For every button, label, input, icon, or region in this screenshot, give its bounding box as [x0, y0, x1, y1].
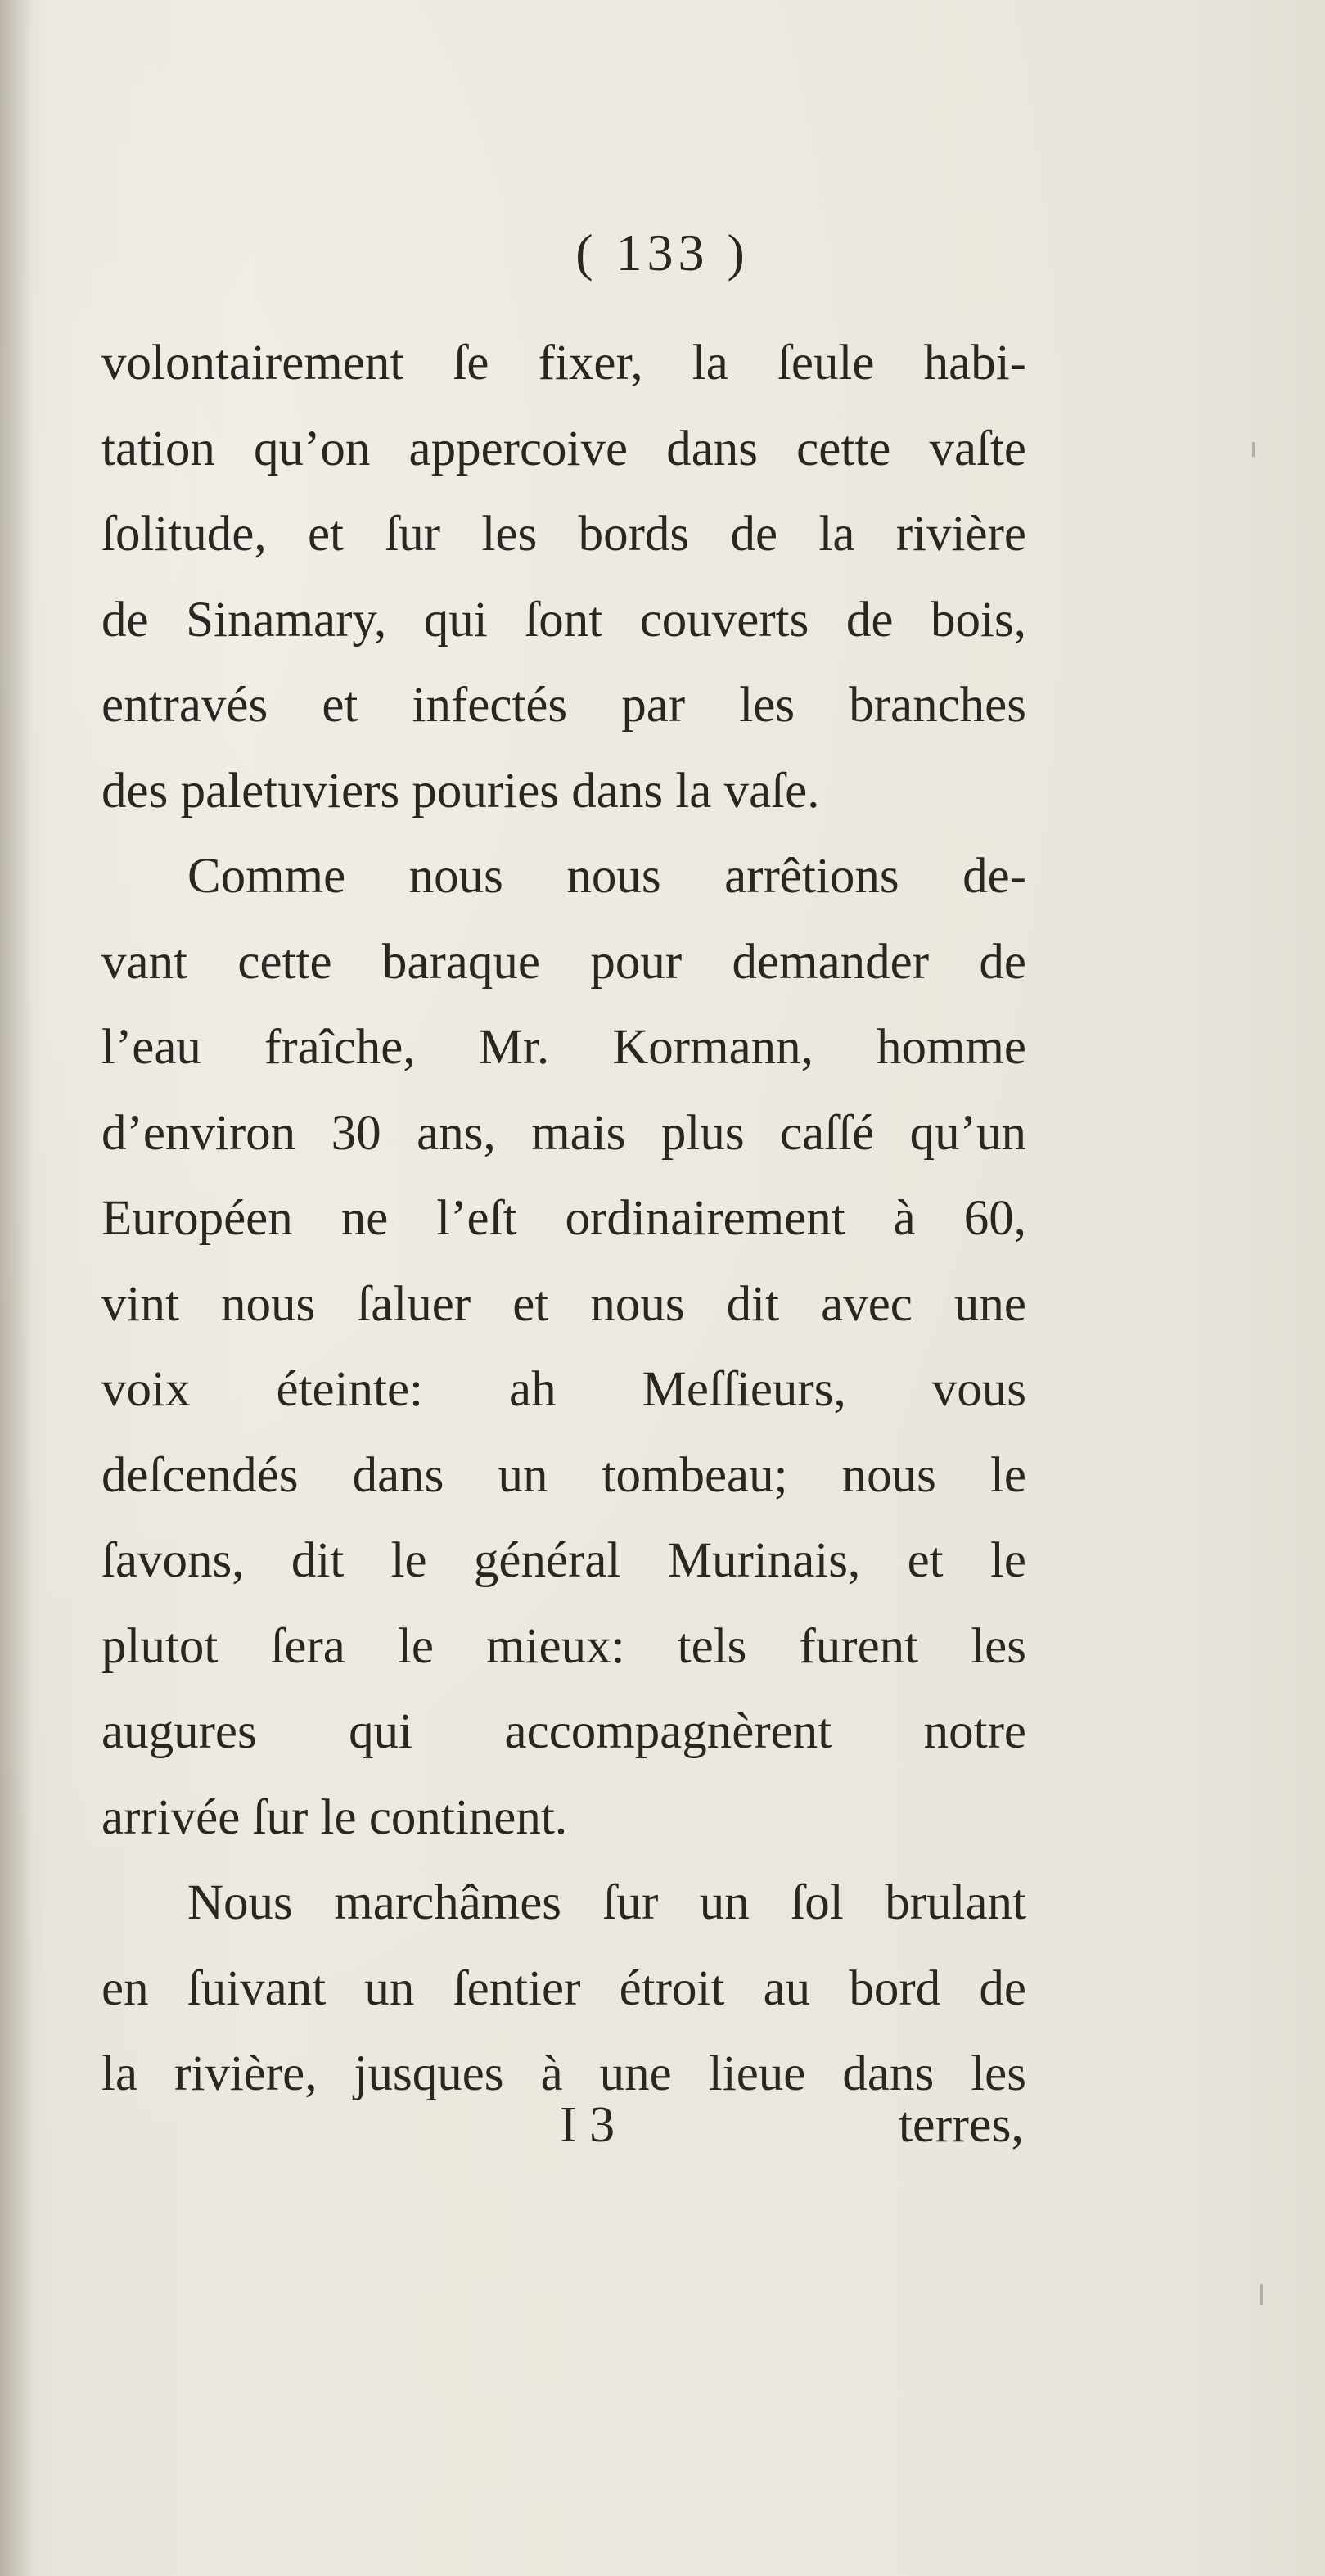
text-line: ſavons, dit le général Murinais, et le	[101, 1533, 1026, 1588]
text-line: deſcendés dans un tombeau; nous le	[101, 1447, 1026, 1503]
text-line: l’eau fraîche, Mr. Kormann, homme	[101, 1020, 1026, 1075]
paper-speck	[1252, 442, 1255, 457]
body-text	[101, 321, 1026, 2118]
page-gutter-shadow	[0, 0, 33, 2576]
page-footer	[0, 2082, 1325, 2168]
text-line: la rivière, jusques à une lieue dans les	[101, 2046, 1026, 2101]
text-line: voix éteinte: ah Meſſieurs, vous	[101, 1362, 1026, 1417]
text-line: Comme nous nous arrêtions de-	[187, 849, 1026, 904]
text-line: tation qu’on appercoive dans cette vaſte	[101, 421, 1026, 476]
text-line: vant cette baraque pour demander de	[101, 934, 1026, 990]
text-line: augures qui accompagnèrent notre	[101, 1704, 1026, 1759]
text-line: Nous marchâmes ſur un ſol brulant	[187, 1875, 1026, 1930]
text-line: entravés et infectés par les branches	[101, 678, 1026, 733]
text-line: ſolitude, et ſur les bords de la rivière	[101, 507, 1026, 562]
catchword: terres,	[898, 2097, 1024, 2153]
text-line: volontairement ſe fixer, la ſeule habi-	[101, 336, 1026, 390]
text-line: de Sinamary, qui ſont couverts de bois,	[101, 592, 1026, 647]
text-line: en ſuivant un ſentier étroit au bord de	[101, 1960, 1026, 2016]
text-line: plutot ſera le mieux: tels furent les	[101, 1618, 1026, 1674]
text-line: des paletuviers pouries dans la vaſe.	[101, 763, 820, 819]
text-line: arrivée ſur le continent.	[101, 1789, 568, 1845]
signature-mark: I 3	[560, 2097, 615, 2153]
paper-speck	[1260, 2284, 1263, 2305]
text-line: d’environ 30 ans, mais plus caſſé qu’un	[101, 1105, 1026, 1161]
text-line: Européen ne l’eſt ordinairement à 60,	[101, 1191, 1026, 1246]
text-line: vint nous ſaluer et nous dit avec une	[101, 1276, 1026, 1332]
page-number-header: ( 133 )	[575, 223, 750, 282]
